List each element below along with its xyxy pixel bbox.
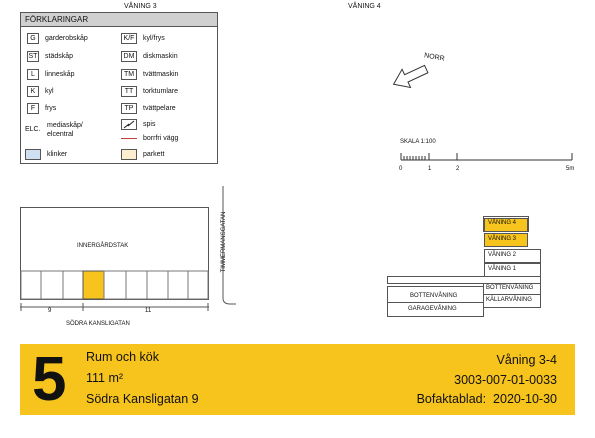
scale-tick-5m: 5m xyxy=(566,166,575,172)
legend-label: linneskåp xyxy=(45,70,75,78)
unit-area: 111 m² xyxy=(86,371,124,385)
legend-label: borrfri vägg xyxy=(143,134,179,142)
legend-label: garderobskåp xyxy=(45,34,88,42)
scale-label: SKALA 1:100 xyxy=(400,139,436,145)
legend-label: tvättpelare xyxy=(143,104,176,112)
legend-item-spis xyxy=(121,117,155,131)
house-number-9: 9 xyxy=(48,308,52,314)
section-kallarvaning: KÄLLARVÅNING xyxy=(486,297,532,303)
legend-item-garderobskap xyxy=(27,31,88,45)
floor-3-heading: VÅNING 3 xyxy=(124,3,157,10)
legend-title: FÖRKLARINGAR xyxy=(21,13,217,27)
street-label-bottom: SÖDRA KANSLIGATAN xyxy=(66,321,130,327)
legend-code: L xyxy=(27,69,39,80)
section-floor-2: VÅNING 2 xyxy=(488,252,517,258)
section-bottenvaning-left: BOTTENVÅNING xyxy=(410,293,458,299)
legend-label: torktumlare xyxy=(143,87,179,95)
legend-label: kyl/frys xyxy=(143,34,165,42)
legend-label: kyl xyxy=(45,87,54,95)
legend-label: parkett xyxy=(143,150,165,158)
floor-4-heading: VÅNING 4 xyxy=(348,3,381,10)
legend-item-klinker xyxy=(25,147,67,161)
borrfri-wall-swatch xyxy=(121,138,137,139)
bofaktablad-date: 2020-10-30 xyxy=(493,392,557,406)
section-bottenvaning-right: BOTTENVÅNING xyxy=(486,285,534,291)
stove-icon xyxy=(121,119,137,130)
unit-type: Rum och kök xyxy=(86,350,159,364)
info-banner xyxy=(20,344,575,415)
unit-floor: Våning 3-4 xyxy=(496,353,557,367)
scale-tick-0: 0 xyxy=(399,166,403,172)
unit-number: 5 xyxy=(32,345,67,414)
legend-label: tvättmaskin xyxy=(143,70,179,78)
legend-item-tvattpelare xyxy=(121,101,176,115)
legend-item-tvattmaskin xyxy=(121,67,178,81)
legend-item-diskmaskin xyxy=(121,49,178,63)
legend-item-frys xyxy=(27,101,56,115)
legend-item-linneskap xyxy=(27,67,75,81)
legend-label: klinker xyxy=(47,150,68,158)
parkett-swatch xyxy=(121,149,137,160)
legend-label: städskåp xyxy=(45,52,74,60)
legend-item-kylfrys xyxy=(121,31,165,45)
legend-code: ELC. xyxy=(25,126,41,133)
legend-item-elcentral xyxy=(25,119,103,141)
north-label: NORR xyxy=(423,52,446,63)
legend-item-parkett xyxy=(121,147,164,161)
site-plan xyxy=(20,207,210,317)
street-label-right: TIMMERMANSGATAN xyxy=(221,211,227,273)
section-floor-1: VÅNING 1 xyxy=(488,266,517,272)
legend-item-kyl xyxy=(27,84,54,98)
unit-address: Södra Kansligatan 9 xyxy=(86,392,199,406)
legend-label: mediaskåp/ elcentral xyxy=(47,122,83,138)
scale-tick-2: 2 xyxy=(456,166,460,172)
legend-code: G xyxy=(27,33,39,44)
klinker-swatch xyxy=(25,149,41,160)
legend-label: spis xyxy=(143,120,156,128)
legend-item-torktumlare xyxy=(121,84,178,98)
legend-code: DM xyxy=(121,51,137,62)
section-garagevaning: GARAGEVÅNING xyxy=(408,306,457,312)
section-floor-4: VÅNING 4 xyxy=(488,220,517,226)
unit-id: 3003-007-01-0033 xyxy=(454,373,557,387)
legend-item-borrfri xyxy=(121,131,178,145)
legend-code: K xyxy=(27,86,39,97)
courtyard-label: INNERGÅRDSTAK xyxy=(77,243,129,249)
legend-code: K/F xyxy=(121,33,137,44)
bofaktablad-label: Bofaktablad: xyxy=(416,392,487,406)
legend-item-stadskap xyxy=(27,49,73,63)
house-number-11: 11 xyxy=(145,308,152,314)
scale-bar xyxy=(400,150,575,164)
section-floor-3: VÅNING 3 xyxy=(488,236,517,242)
scale-tick-1: 1 xyxy=(428,166,432,172)
highlighted-unit xyxy=(20,265,210,300)
legend-code: ST xyxy=(28,52,38,60)
legend-panel xyxy=(20,12,218,164)
legend-code: F xyxy=(27,103,39,114)
bofaktablad-line xyxy=(417,392,557,406)
legend-label: diskmaskin xyxy=(143,52,178,60)
legend-code: TM xyxy=(121,69,137,80)
legend-code: TP xyxy=(121,103,137,114)
legend-code: TT xyxy=(121,86,137,97)
legend-label: frys xyxy=(45,104,57,112)
